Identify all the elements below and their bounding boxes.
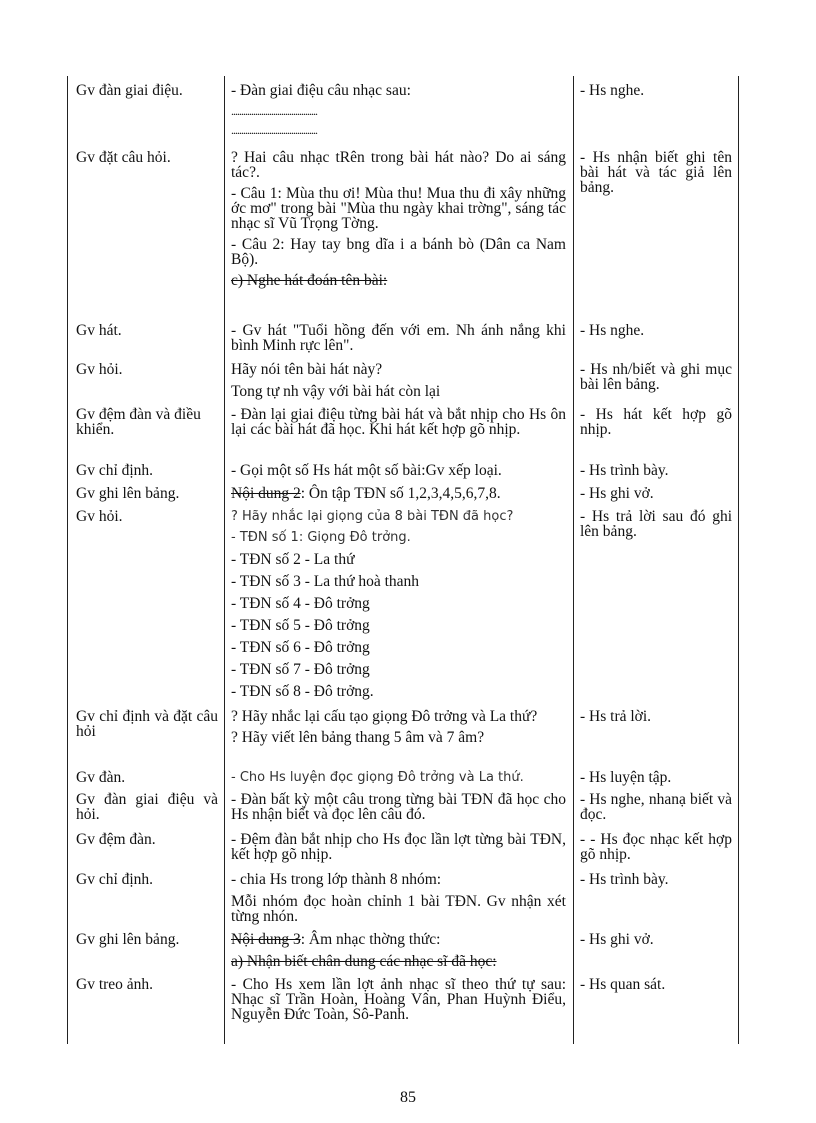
- activity-cell: - Gọi một số Hs hát một số bài:Gv xếp loại.: [231, 462, 502, 479]
- student-cell: - Hs nhận biết ghi tên bài hát và tác giả lên bảng.: [580, 149, 732, 196]
- teacher-cell: Gv hỏi.: [76, 508, 123, 525]
- student-cell: - Hs trả lời sau đó ghi lên bảng.: [580, 508, 732, 540]
- activity-cell: - Đàn bất kỳ một câu trong từng bài TĐN đã học cho Hs nhận biết và đọc lên câu đó.: [231, 791, 566, 823]
- table-divider-2: [573, 76, 574, 1044]
- section-label: Nội dung 3: [231, 931, 301, 948]
- teacher-cell: Gv hỏi.: [76, 361, 123, 378]
- teacher-cell: Gv đàn.: [76, 769, 126, 786]
- student-cell: - Hs nh/biết và ghi mục bài lên bảng.: [580, 361, 732, 393]
- activity-cell: - Đàn giai điệu câu nhạc sau: ........................................... ...........................................: [231, 82, 411, 137]
- activity-cell: - Đệm đàn bắt nhịp cho Hs đọc lần lợt từng bài TĐN, kết hợp gõ nhịp.: [231, 831, 566, 863]
- teacher-cell: Gv ghi lên bảng.: [76, 931, 180, 948]
- activity-cell: - Đàn lại giai điệu từng bài hát và bắt nhịp cho Hs ôn lại các bài hát đã học. Khi hát kết hợp gõ nhịp.: [231, 406, 566, 438]
- activity-cell: Nội dung 2: Ôn tập TĐN số 1,2,3,4,5,6,7,8.: [231, 485, 501, 502]
- teacher-cell: Gv chỉ định.: [76, 871, 154, 888]
- activity-cell: ? Hai câu nhạc tRên trong bài hát nào? Do ai sáng tác?. - Câu 1: Mùa thu ơi! Mùa thu! Mua thu đi xây những ớc mơ" trong bài "Mùa thu ngày khai trờng", sáng tác nhạc sĩ Vũ Trọng Tờng. - Câu 2: Hay tay bng dĩa i a bánh bò (Dân ca Nam Bộ). c) Nghe hát đoán tên bài:: [231, 149, 566, 289]
- student-cell: - Hs hát kết hợp gõ nhịp.: [580, 406, 732, 438]
- student-cell: - Hs ghi vở.: [580, 931, 654, 948]
- teacher-cell: Gv ghi lên bảng.: [76, 485, 180, 502]
- student-cell: - Hs nghe.: [580, 82, 645, 99]
- activity-cell: - Cho Hs xem lần lợt ảnh nhạc sĩ theo thứ tự sau: Nhạc sĩ Trần Hoàn, Hoàng Vân, Phan Huỳnh Điểu, Nguyễn Đức Toàn, Sô-Panh.: [231, 976, 566, 1023]
- activity-cell: - Gv hát "Tuổi hồng đến với em. Nh ánh nắng khi bình Minh rực lên".: [231, 322, 566, 354]
- activity-cell: Nội dung 3: Âm nhạc thờng thức: a) Nhận biết chân dung các nhạc sĩ đã học:: [231, 931, 497, 970]
- table-border-left: [67, 76, 68, 1044]
- student-cell: - - Hs đọc nhạc kết hợp gõ nhịp.: [580, 831, 732, 863]
- student-cell: - Hs trình bày.: [580, 871, 669, 888]
- student-cell: - Hs nghe, nhanạ biết và đọc.: [580, 791, 732, 823]
- student-cell: - Hs ghi vở.: [580, 485, 654, 502]
- teacher-cell: Gv đàn giai điệu.: [76, 82, 183, 99]
- activity-cell: - Cho Hs luyện đọc giọng Đô trởng và La thứ.: [231, 770, 524, 785]
- teacher-cell: Gv treo ảnh.: [76, 976, 154, 993]
- teacher-cell: Gv hát.: [76, 322, 122, 339]
- activity-cell: Hãy nói tên bài hát này? Tong tự nh vậy với bài hát còn lại: [231, 361, 441, 400]
- student-cell: - Hs quan sát.: [580, 976, 666, 993]
- activity-cell: ? Hãy nhắc lại cấu tạo giọng Đô trởng và La thứ? ? Hãy viết lên bảng thang 5 âm và 7 âm?: [231, 708, 538, 746]
- section-label: Nội dung 2: [231, 485, 301, 502]
- teacher-cell: Gv chỉ định và đặt câu hỏi: [76, 708, 218, 740]
- student-cell: - Hs nghe.: [580, 322, 645, 339]
- activity-cell: ? Hãy nhắc lại giọng của 8 bài TĐN đã học? - TĐN số 1: Giọng Đô trởng. - TĐN số 2 - La thứ - TĐN số 3 - La thứ hoà thanh - TĐN số 4 - Đô trởng - TĐN số 5 - Đô trởng - TĐN số 6 - Đô trởng - TĐN số 7 - Đô trởng - TĐN số 8 - Đô trởng.: [231, 509, 514, 700]
- table-border-right: [738, 76, 739, 1044]
- teacher-cell: Gv chỉ định.: [76, 462, 154, 479]
- student-cell: - Hs trình bày.: [580, 462, 669, 479]
- teacher-cell: Gv đệm đàn.: [76, 831, 156, 848]
- teacher-cell: Gv đàn giai điệu và hỏi.: [76, 791, 218, 823]
- table-divider-1: [224, 76, 225, 1044]
- teacher-cell: Gv đặt câu hỏi.: [76, 149, 171, 166]
- student-cell: - Hs trả lời.: [580, 708, 652, 725]
- student-cell: - Hs luyện tập.: [580, 769, 672, 786]
- teacher-cell: Gv đệm đàn và điều khiển.: [76, 406, 201, 438]
- page-number: 85: [400, 1089, 416, 1106]
- activity-cell: - chia Hs trong lớp thành 8 nhóm: Mỗi nhóm đọc hoàn chỉnh 1 bài TĐN. Gv nhận xét từng nhón.: [231, 871, 566, 925]
